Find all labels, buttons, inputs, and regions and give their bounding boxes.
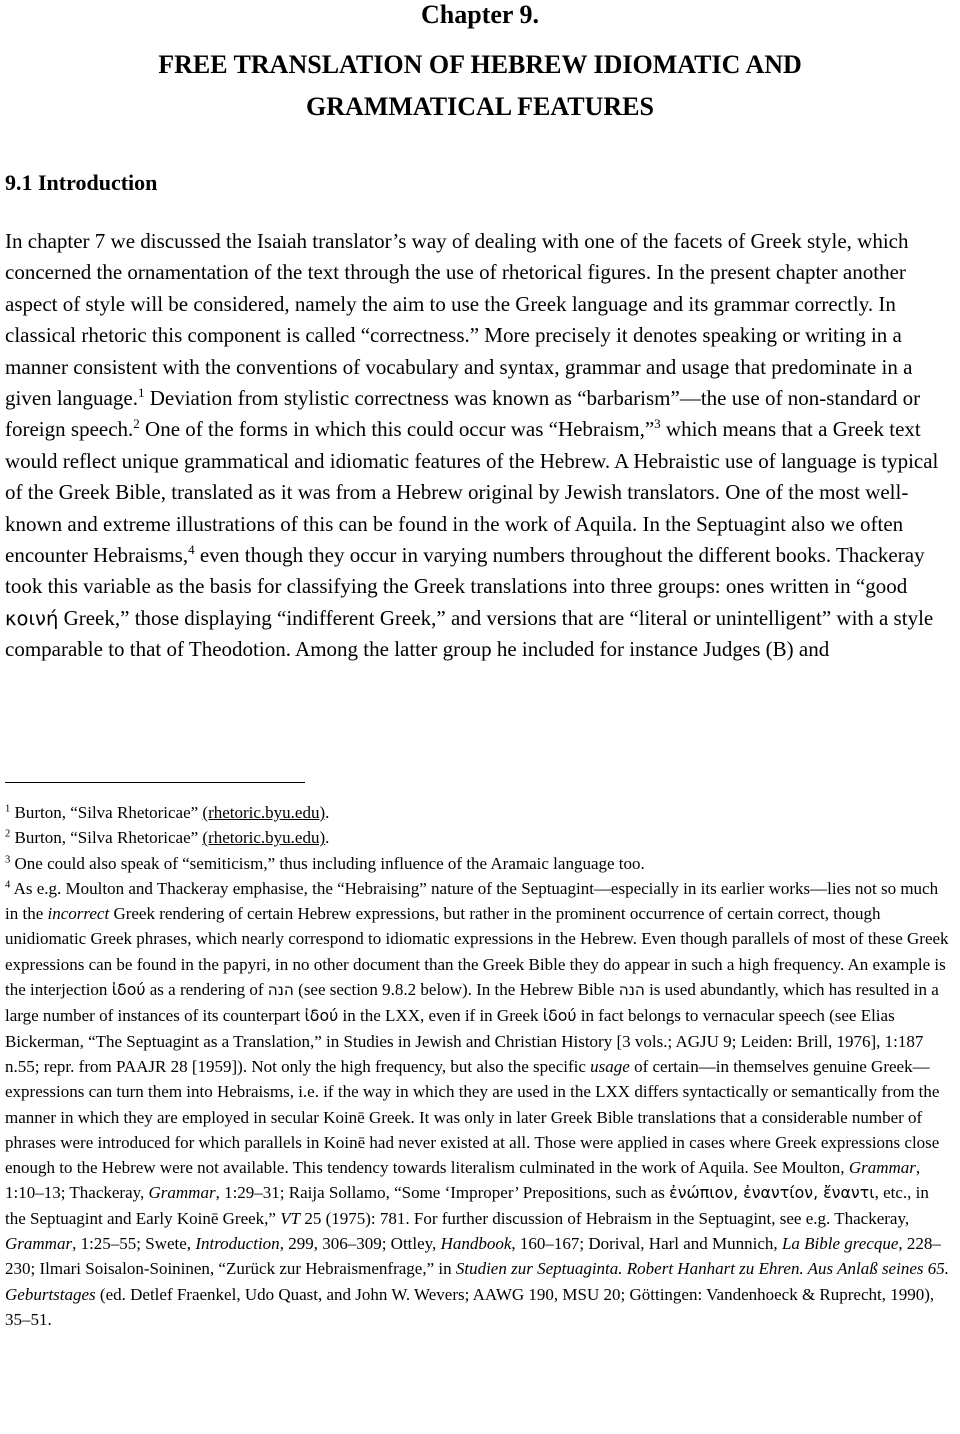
footnote-text: 25 (1975): 781. For further discussion of Hebraism in the Septuagint, see e.g. Thackeray, (300, 1208, 910, 1228)
footnote-number: 4 (5, 879, 11, 891)
footnote-italic: Handbook (440, 1234, 512, 1254)
footnote-italic: Grammar (5, 1234, 73, 1254)
footnote-text: is used abundantly, which has resulted in a large number of instances of its counterpart (5, 980, 939, 1026)
lxx-abbreviation: LXX (385, 1006, 420, 1026)
footnote-text: Greek rendering of certain Hebrew expressions, but rather in the prominent occurrence of certain correct, though unidiomatic Greek phrases, which nearly correspond to idiomatic expressions in the Hebrew. Even though parallels of most of these Greek expressions can be found in the papyri, in no other document than the Greek Bible they do appear in such a high frequency. An example is the interjection (5, 904, 949, 1000)
footnote-text: , 1:25–55; Swete, (72, 1234, 196, 1254)
footnote-text: in the (338, 1006, 386, 1026)
footnote-text: as a rendering of (145, 980, 268, 1000)
footnote-text: , 1:10–13; Thackeray, (5, 1158, 921, 1203)
footnote-text: (ed. Detlef Fraenkel, Udo Quast, and John W. Wevers; AAWG 190, MSU 20; Göttingen: Vandenhoeck & Ruprecht, 1990), 35–51. (5, 1284, 935, 1329)
footnote-text: Burton, “Silva Rhetoricae” (10, 803, 203, 822)
footnote-italic: Grammar (148, 1183, 216, 1203)
footnote-text: , 228–230; Ilmari Soisalon-Soininen, “Zurück zur Hebraismenfrage,” in (5, 1234, 941, 1279)
lxx-abbreviation: LXX (595, 1082, 631, 1102)
hebrew-word: הנה (267, 981, 294, 1000)
body-paragraph (5, 226, 950, 666)
paragraph-text-4: which means that a Greek text would reflect unique grammatical and idiomatic features of the Hebrew. A Hebraistic use of language is typical of the Greek Bible, translated as it was from a Hebrew original by Jewish translators. One of the most well-known and extreme illustrations of this can be found in the work of Aquila. In the Septuagint also we often encounter Hebraisms, (5, 417, 939, 568)
footnotes (5, 800, 953, 1332)
chapter-title-line-2: GRAMMATICAL FEATURES (306, 92, 654, 121)
footnote-end: . (325, 828, 330, 848)
paragraph-text-5: even though they occur in varying numbers throughout the different books. Thackeray took this variable as the basis for classifying the Greek translations into three groups: ones written in “good (5, 543, 925, 599)
footnote-ref-1: 1 (137, 385, 145, 401)
footnote-1 (5, 800, 953, 825)
footnote-italic: VT (280, 1208, 301, 1228)
chapter-label: Chapter 9. (421, 0, 539, 29)
paragraph-text-2: Deviation from stylistic correctness was known as “barbarism”—the use of non-standard or foreign speech. (5, 386, 921, 442)
footnote-text: Burton, “Silva Rhetoricae” (10, 828, 203, 848)
greek-word: ἰδού (304, 1006, 339, 1026)
greek-word: ἰδού (542, 1006, 577, 1026)
footnote-text: As e.g. Moulton and Thackeray emphasise, the “Hebraising” nature of the Septuagint—especially in its earlier works—lies not so much in the (5, 878, 939, 924)
footnote-text: One could also speak of “semiticism,” thus including influence of the Aramaic language too. (10, 853, 645, 873)
footnote-separator (5, 782, 305, 783)
chapter-title-line-1: FREE TRANSLATION OF HEBREW IDIOMATIC AND (158, 50, 802, 79)
footnote-italic: usage (590, 1056, 630, 1076)
footnote-italic: Grammar (848, 1158, 916, 1178)
footnote-2 (5, 825, 953, 850)
footnote-4 (5, 876, 953, 1332)
paragraph-text-3: One of the forms in which this could occur was “Hebraism,” (139, 417, 655, 442)
footnote-text: differs syntactically or semantically from the manner in which they are employed in secular Koinē Greek. It was only in later Greek Bible translations that a considerable number of phrases were introduced for which parallels in Koinē had never existed at all. Those were applied in cases where Greek expressions close enough to the Hebrew were not available. This tendency towards literalism culminated in the work of Aquila. See Moulton, (5, 1082, 940, 1178)
footnote-link[interactable]: (rhetoric.byu.edu) (202, 803, 326, 822)
footnote-text: (see section 9.8.2 below). In the Hebrew Bible (293, 980, 619, 1000)
footnote-italic: La Bible grecque (781, 1234, 899, 1254)
section-heading: 9.1 Introduction (5, 170, 158, 195)
footnote-3 (5, 851, 953, 876)
footnote-ref-4: 4 (188, 542, 195, 558)
footnote-number: 1 (5, 803, 11, 815)
footnote-ref-3: 3 (654, 416, 661, 432)
greek-word: ἰδού (111, 980, 146, 1000)
footnote-text: in fact belongs to vernacular speech (see Elias Bickerman, “The Septuagint as a Translation,” in Studies in Jewish and Christian History [3 vols.; AGJU 9; Leiden: Brill, 1976], 1:187 n.55; repr. from PAAJR 28 [1959]). Not only the high frequency, but also the specific (5, 1006, 924, 1076)
footnote-text: , even if in Greek (419, 1006, 543, 1026)
footnote-text: , 299, 306–309; Ottley, (279, 1234, 441, 1254)
footnote-number: 3 (5, 853, 11, 865)
greek-word-koine: κοινή (5, 606, 59, 630)
footnote-text: of certain—in themselves genuine Greek—expressions can turn them into Hebraisms, i.e. if the way in which they are used in the (5, 1056, 930, 1102)
chapter-title (60, 44, 900, 128)
footnote-italic: Introduction (195, 1234, 280, 1254)
hebrew-word: הנה (618, 981, 645, 1000)
footnote-text: , etc., in the Septuagint and Early Koinē Greek,” (5, 1183, 929, 1228)
paragraph-text-6: Greek,” those displaying “indifferent Greek,” and versions that are “literal or unintelligent” with a style comparable to that of Theodotion. Among the latter group he included for instance Judges (B) and (5, 605, 934, 662)
footnote-text: , 160–167; Dorival, Harl and Munnich, (511, 1234, 782, 1254)
footnote-text: , 1:29–31; Raija Sollamo, “Some ‘Improper’ Prepositions, such as (215, 1183, 670, 1203)
footnote-italic: incorrect (47, 904, 110, 924)
footnote-italic: Studien zur Septuaginta. Robert Hanhart zu Ehren. Aus Anlaß seines 65. Geburtstages (5, 1259, 949, 1304)
paragraph-text-1: In chapter 7 we discussed the Isaiah translator’s way of dealing with one of the facets of Greek style, which concerned the ornamentation of the text through the use of rhetorical figures. In the present chapter another aspect of style will be considered, namely the aim to use the Greek language and its grammar correctly. In classical rhetoric this component is called “correctness.” More precisely it denotes speaking or writing in a manner consistent with the conventions of vocabulary and syntax, grammar and usage that predominate in a given language. (5, 229, 913, 411)
footnote-end: . (325, 803, 330, 822)
greek-words: ἐνώπιον, ἐναντίον, ἔναντι (669, 1183, 875, 1203)
footnote-number: 2 (5, 828, 11, 840)
footnote-ref-2: 2 (133, 416, 140, 432)
footnote-link[interactable]: (rhetoric.byu.edu) (202, 828, 326, 848)
